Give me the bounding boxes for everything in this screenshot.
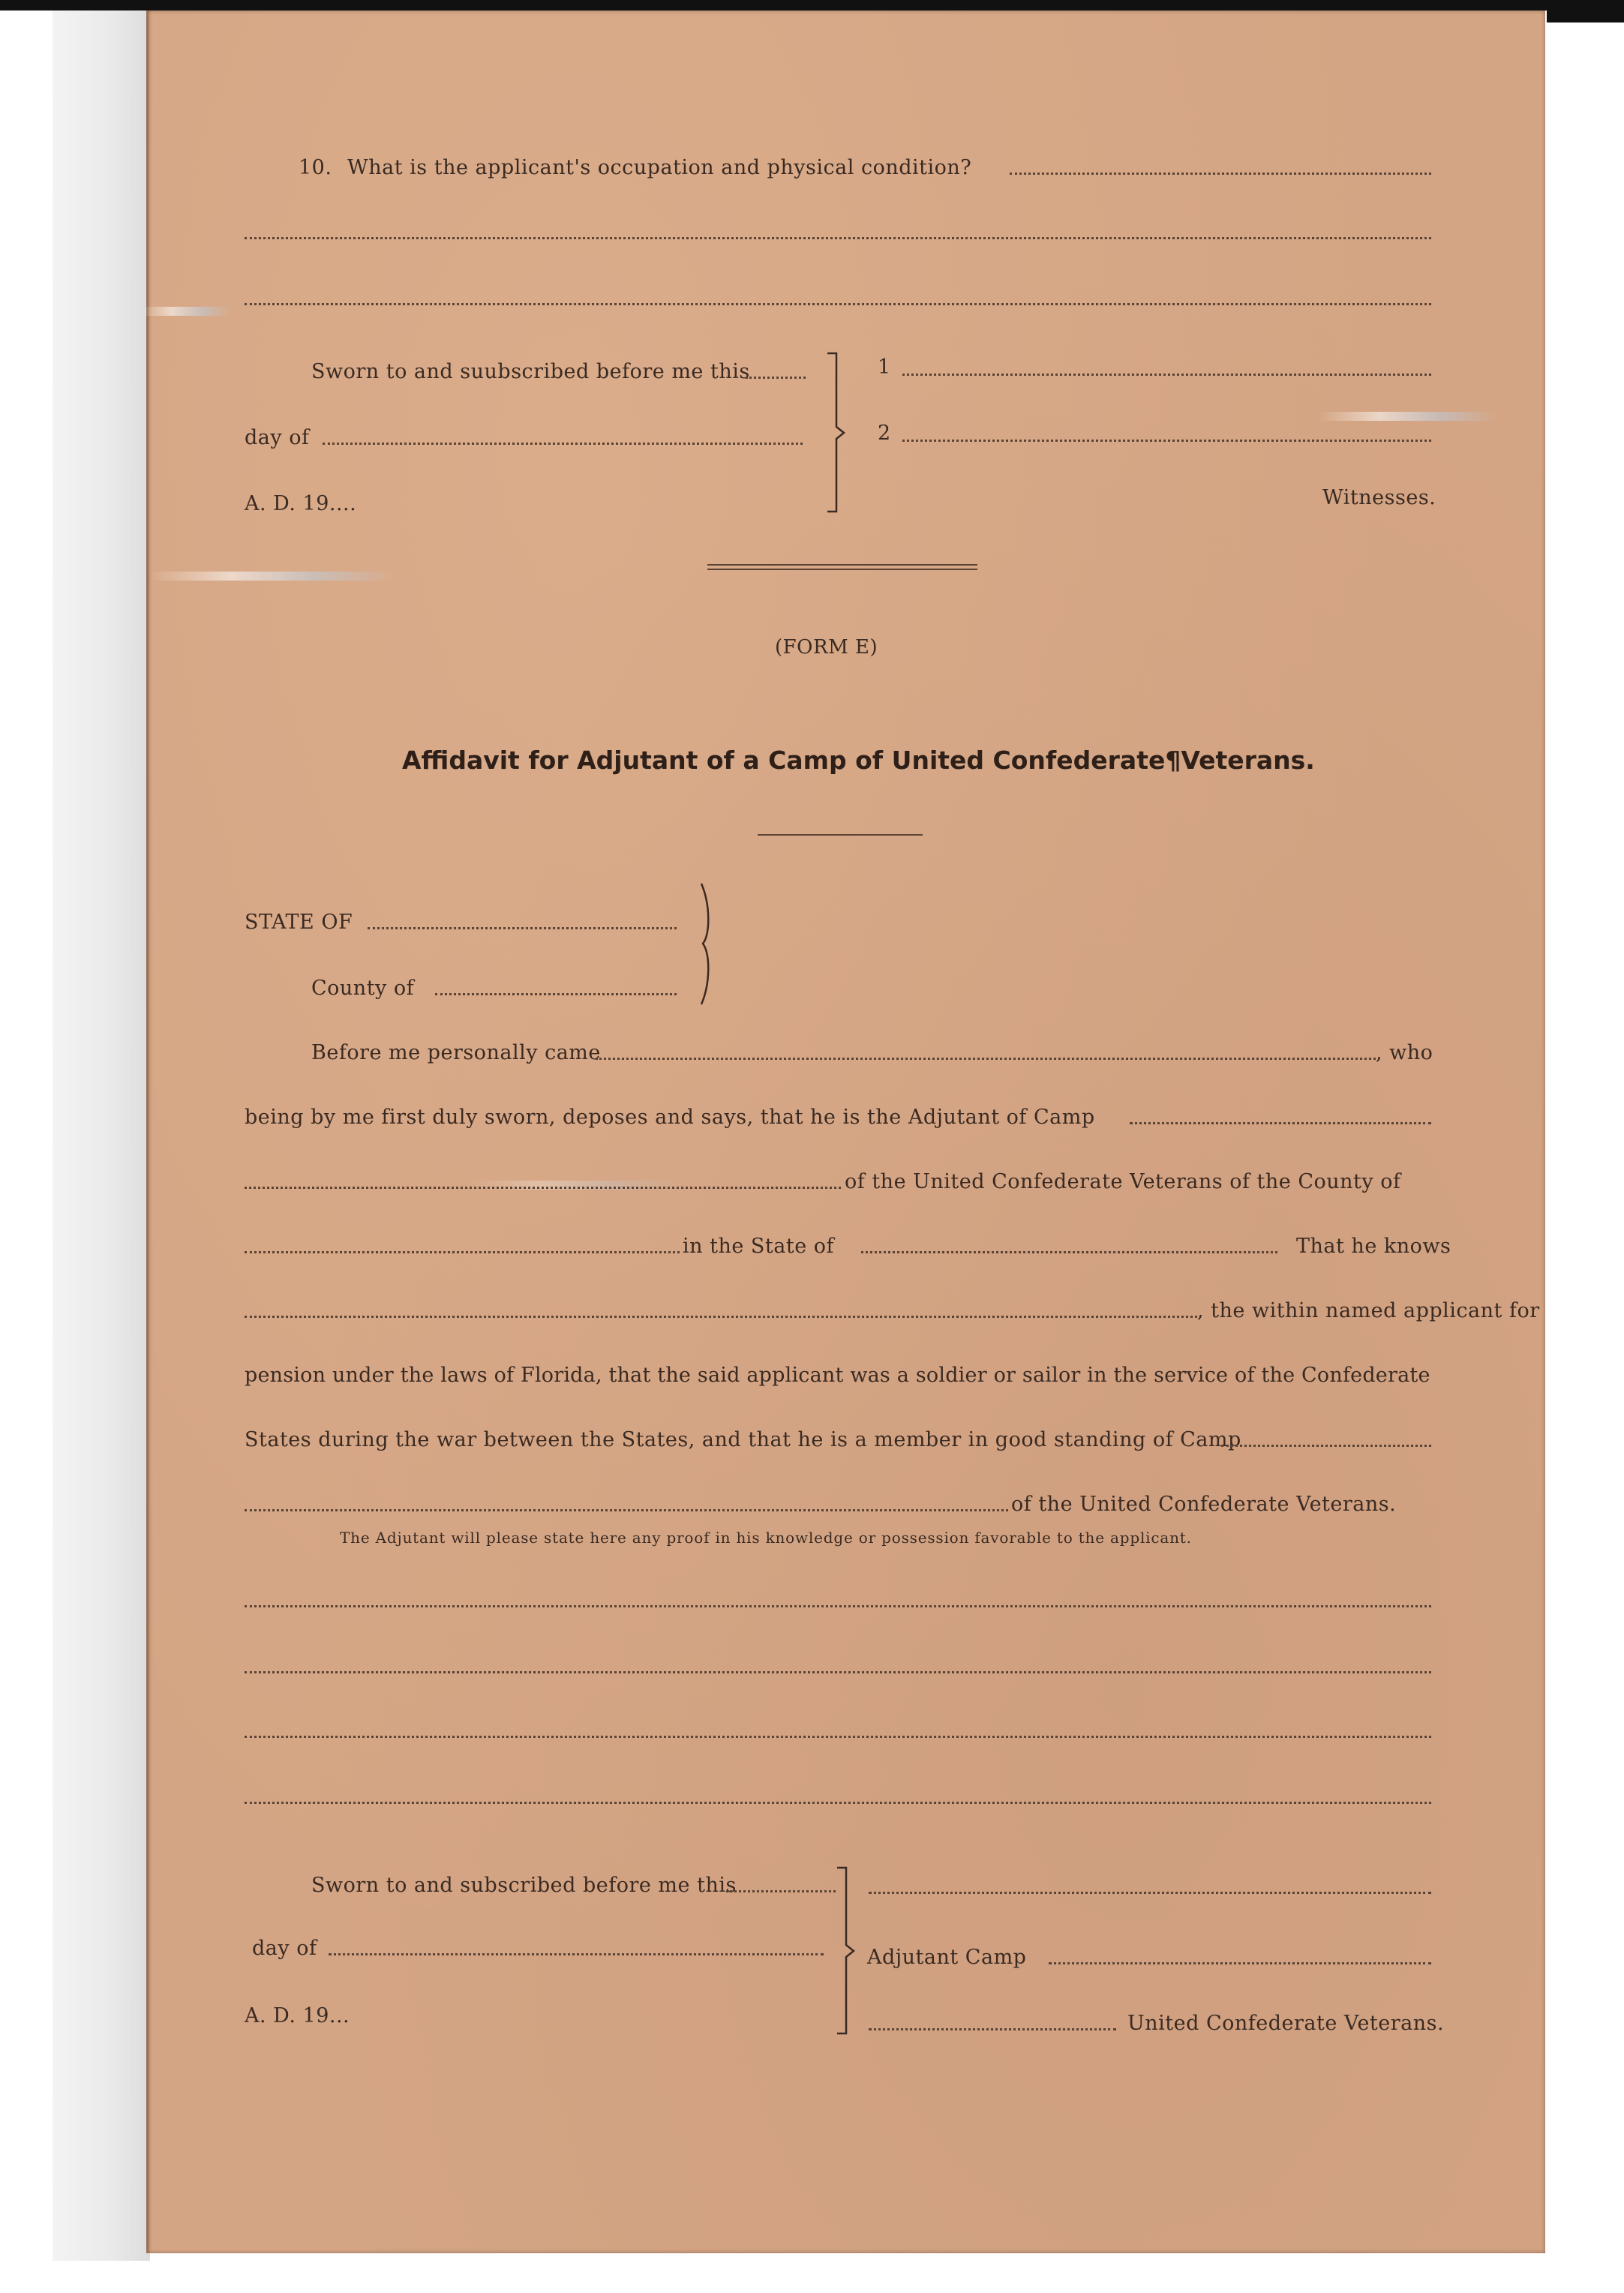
date-line-2[interactable] — [726, 1890, 836, 1892]
witness-2-number: 2 — [878, 422, 891, 445]
county-line[interactable] — [435, 993, 677, 995]
ucv-line[interactable] — [869, 2028, 1116, 2030]
glare-streak — [149, 572, 396, 581]
adjutant-note: The Adjutant will please state here any proof in his knowledge or possession favorable to the applicant. — [340, 1529, 1192, 1547]
camp-standing-line-2[interactable] — [245, 1509, 1008, 1511]
proof-line[interactable] — [245, 1605, 1431, 1607]
plastic-sleeve — [53, 11, 150, 2261]
venue-bracket — [700, 882, 722, 1006]
form-label: (FORM E) — [775, 636, 878, 659]
name-line[interactable] — [596, 1058, 1376, 1060]
proof-line[interactable] — [245, 1736, 1431, 1738]
date-line[interactable] — [746, 377, 806, 379]
state-label: STATE OF — [245, 911, 353, 934]
ucv-label: United Confederate Veterans. — [1127, 2012, 1445, 2035]
section-divider — [707, 564, 977, 570]
scan-top-border — [0, 0, 1624, 11]
witness-2-line[interactable] — [902, 440, 1431, 442]
body-line-1: Before me personally came — [311, 1041, 601, 1064]
camp-line-2[interactable] — [245, 1187, 841, 1189]
witness-1-line[interactable] — [902, 374, 1431, 376]
glare-streak — [1319, 412, 1499, 421]
day-line[interactable] — [323, 443, 803, 445]
question-text: What is the applicant's occupation and physical condition? — [347, 156, 972, 179]
witness-1-number: 1 — [878, 356, 891, 379]
adjutant-camp-label: Adjutant Camp — [867, 1946, 1027, 1969]
body-line-4a: in the State of — [683, 1235, 835, 1258]
adjutant-signature-line[interactable] — [869, 1892, 1431, 1894]
body-line-2: being by me first duly sworn, deposes and says, that he is the Adjutant of Camp — [245, 1106, 1095, 1129]
answer-line[interactable] — [245, 237, 1431, 239]
body-line-8: of the United Confederate Veterans. — [1011, 1493, 1397, 1516]
body-line-6: pension under the laws of Florida, that the said applicant was a soldier or sailor in the service of the Confederate — [245, 1364, 1430, 1387]
sworn-text-2: Sworn to and subscribed before me this — [311, 1874, 737, 1897]
day-line-2[interactable] — [329, 1953, 824, 1955]
title-underline — [758, 834, 923, 836]
glare-streak — [141, 307, 231, 316]
answer-line[interactable] — [245, 303, 1431, 305]
scan-right-border — [1547, 0, 1624, 23]
state-line[interactable] — [368, 927, 677, 929]
day-of-label-2: day of — [252, 1937, 317, 1960]
camp-standing-line[interactable] — [1221, 1445, 1431, 1447]
county-label: County of — [311, 977, 415, 1000]
question-number: 10. — [299, 156, 332, 179]
applicant-name-line[interactable] — [245, 1316, 1197, 1318]
form-title: Affidavit for Adjutant of a Camp of United Confederate¶Veterans. — [402, 746, 1315, 775]
proof-line[interactable] — [245, 1671, 1431, 1673]
county-name-line[interactable] — [245, 1251, 680, 1253]
state-name-line[interactable] — [861, 1251, 1277, 1253]
body-line-4b: That he knows — [1296, 1235, 1451, 1258]
proof-line[interactable] — [245, 1802, 1431, 1804]
bracket-right — [827, 352, 857, 513]
document-page — [146, 11, 1545, 2253]
year-label: A. D. 19.... — [245, 492, 357, 515]
answer-line[interactable] — [1010, 173, 1431, 175]
witnesses-label: Witnesses. — [1322, 486, 1436, 509]
adjutant-camp-line[interactable] — [1049, 1962, 1431, 1964]
body-line-1-end: , who — [1376, 1041, 1433, 1064]
day-of-label: day of — [245, 426, 310, 449]
year-label-2: A. D. 19... — [245, 2004, 350, 2027]
body-line-3: of the United Confederate Veterans of the County of — [845, 1170, 1401, 1193]
sworn-text: Sworn to and suubscribed before me this — [311, 360, 750, 383]
body-line-5: , the within named applicant for — [1197, 1299, 1540, 1322]
bracket-right-2 — [837, 1866, 860, 2035]
body-line-7: States during the war between the States, and that he is a member in good standing of Camp — [245, 1428, 1241, 1451]
camp-line[interactable] — [1130, 1122, 1431, 1124]
